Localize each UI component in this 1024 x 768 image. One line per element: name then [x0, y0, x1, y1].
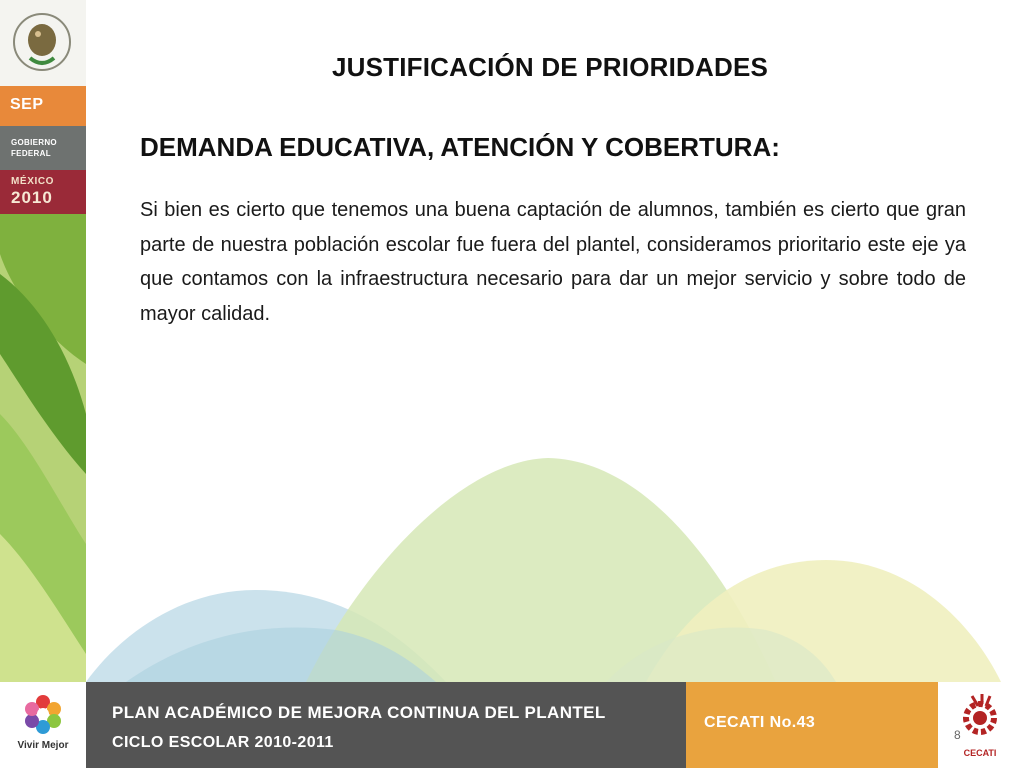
- footer-gray-bar: [86, 682, 686, 768]
- gobierno-line2: FEDERAL: [11, 149, 51, 158]
- sep-logo-text: SEP: [10, 96, 44, 113]
- mexico-year: 2010: [11, 188, 53, 207]
- cecati-gear-logo-icon: [958, 692, 1002, 740]
- gobierno-federal-text: [11, 137, 57, 159]
- vivir-mejor-logo-icon: [21, 692, 65, 736]
- page-number: 8: [954, 728, 961, 742]
- body-paragraph: Si bien es cierto que tenemos una buena captación de alumnos, también es cierto que gran parte de nuestra población escolar fue fuera del plantel, consideramos prioritario este eje ya que contamos con la infraestructura necesario para dar un mejor servicio y sobre todo de mayor calidad.: [140, 199, 966, 325]
- footer-ciclo-text: CICLO ESCOLAR 2010-2011: [112, 734, 334, 751]
- footer-plan-text: PLAN ACADÉMICO DE MEJORA CONTINUA DEL PLANTEL: [112, 703, 606, 722]
- slide-title: JUSTIFICACIÓN DE PRIORIDADES: [331, 52, 769, 82]
- mexico-text: MÉXICO: [11, 176, 55, 187]
- cecati-logo-text: CECATI: [963, 748, 997, 758]
- gobierno-line1: GOBIERNO: [11, 138, 57, 147]
- slide-subtitle: DEMANDA EDUCATIVA, ATENCIÓN Y COBERTURA:: [140, 132, 780, 162]
- vivir-mejor-text: Vivir Mejor: [17, 740, 69, 751]
- mexico-emblem-icon: [10, 6, 74, 78]
- left-sidebar: [0, 0, 86, 682]
- cecati-number-text: CECATI No.43: [704, 714, 816, 731]
- green-decoration: [0, 214, 86, 682]
- background-shapes: [86, 440, 1024, 682]
